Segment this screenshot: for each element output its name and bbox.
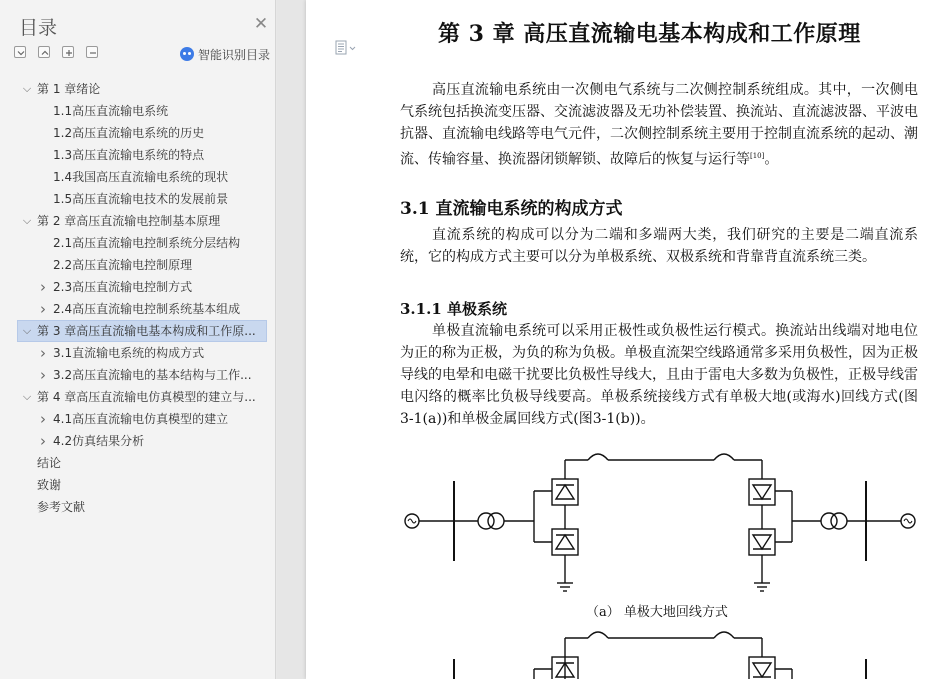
- smart-toc-button[interactable]: [180, 45, 270, 63]
- outline-item[interactable]: [0, 298, 276, 320]
- section-3-1-paragraph: 直流系统的构成可以分为二端和多端两大类，我们研究的主要是二端直流系统，它的构成方式主要可以分为单极系统、双极系统和背靠背直流系统三类。: [400, 227, 918, 265]
- collapse-all-icon[interactable]: [38, 46, 50, 58]
- outline-item[interactable]: [0, 144, 276, 166]
- outline-item[interactable]: [0, 364, 276, 386]
- outline-item-label: 第 1 章绪论: [37, 82, 101, 96]
- outline-item-label: 1.3高压直流输电系统的特点: [53, 148, 205, 162]
- outline-item-label: 3.2高压直流输电的基本结构与工作...: [53, 368, 252, 382]
- outline-tree: [0, 78, 276, 518]
- outline-item[interactable]: [0, 254, 276, 276]
- chevron-down-icon[interactable]: ⌵: [22, 214, 32, 227]
- expand-all-icon[interactable]: [14, 46, 26, 58]
- outline-item-label: 第 3 章高压直流输电基本构成和工作原...: [37, 324, 256, 338]
- outline-item[interactable]: [0, 342, 276, 364]
- outline-item[interactable]: [0, 276, 276, 298]
- outline-item[interactable]: [0, 78, 276, 100]
- intro-paragraph: 高压直流输电系统由一次侧电气系统与二次侧控制系统组成。其中，一次侧电气系统包括换流变压器、交流滤波器及无功补偿装置、换流站、直流滤波器、平波电抗器、直流输电线路等电气元件，二次侧控制系统主要用于控制直流系统的起动、潮流、传输容量、换流器闭锁解锁、故障后的恢复与运行等[10]。: [400, 82, 918, 168]
- outline-item-label: 4.1高压直流输电仿真模型的建立: [53, 412, 229, 426]
- chevron-down-icon[interactable]: ⌵: [22, 82, 32, 95]
- close-icon[interactable]: ✕: [253, 14, 269, 34]
- outline-item-label: 2.3高压直流输电控制方式: [53, 280, 193, 294]
- outline-item-label: 1.5高压直流输电技术的发展前景: [53, 192, 229, 206]
- outline-item-label: 3.1直流输电系统的构成方式: [53, 346, 205, 360]
- outline-item-label: 参考文献: [37, 500, 86, 514]
- chapter-title: 第 3 章 高压直流输电基本构成和工作原理: [438, 21, 861, 47]
- outline-item-label: 第 2 章高压直流输电控制基本原理: [37, 214, 221, 228]
- chevron-right-icon[interactable]: ›: [40, 432, 46, 450]
- outline-item-label: 4.2仿真结果分析: [53, 434, 145, 448]
- figure-3-1-circuit: [396, 448, 926, 679]
- chevron-down-icon[interactable]: ⌵: [22, 390, 32, 403]
- smart-toc-label: 智能识别目录: [198, 47, 271, 62]
- outline-item[interactable]: [0, 122, 276, 144]
- smart-toc-icon: [180, 47, 194, 61]
- outline-item-label: 第 4 章高压直流输电仿真模型的建立与...: [37, 390, 256, 404]
- outline-item[interactable]: [0, 232, 276, 254]
- outline-item-label: 2.2高压直流输电控制原理: [53, 258, 193, 272]
- outline-item[interactable]: [0, 100, 276, 122]
- add-heading-icon[interactable]: [62, 46, 74, 58]
- outline-item-label: 2.1高压直流输电控制系统分层结构: [53, 236, 241, 250]
- chevron-down-icon[interactable]: ⌵: [22, 324, 32, 337]
- outline-item-label: 1.2高压直流输电系统的历史: [53, 126, 205, 140]
- outline-item-label: 致谢: [37, 478, 62, 492]
- outline-item[interactable]: [0, 430, 276, 452]
- document-page: [306, 0, 928, 679]
- outline-item-label: 1.4我国高压直流输电系统的现状: [53, 170, 229, 184]
- outline-item-label: 结论: [37, 456, 62, 470]
- section-3-1-heading: 3.1 直流输电系统的构成方式: [400, 199, 623, 219]
- outline-item[interactable]: [0, 166, 276, 188]
- outline-item[interactable]: [0, 210, 276, 232]
- section-3-1-1-paragraph: 单极直流输电系统可以采用正极性或负极性运行模式。换流站出线端对地电位为正的称为正极，为负的称为负极。单极直流架空线路通常多采用负极性，因为正极导线的电晕和电磁干扰要比负极性导线大，且由于雷电大多数为负极性，正极导线雷电闪络的概率比负极导线要高。单极系统接线方式有单极大地(或海水)回线方式(图3-1(a))和单极金属回线方式(图3-1(b))。: [400, 323, 918, 427]
- outline-item[interactable]: [0, 452, 276, 474]
- figure-caption: （a） 单极大地回线方式: [586, 605, 728, 620]
- page-layout-icon[interactable]: [335, 40, 357, 56]
- section-3-1-1-heading: 3.1.1 单极系统: [400, 300, 507, 318]
- outline-item[interactable]: [0, 408, 276, 430]
- remove-heading-icon[interactable]: [86, 46, 98, 58]
- outline-item[interactable]: [0, 320, 276, 342]
- chevron-right-icon[interactable]: ›: [40, 300, 46, 318]
- outline-item[interactable]: [0, 188, 276, 210]
- outline-item-label: 2.4高压直流输电控制系统基本组成: [53, 302, 241, 316]
- outline-item[interactable]: [0, 496, 276, 518]
- chevron-right-icon[interactable]: ›: [40, 278, 46, 296]
- outline-item[interactable]: [0, 386, 276, 408]
- citation-ref[interactable]: [10]: [750, 152, 765, 160]
- outline-title: 目录: [19, 17, 58, 39]
- chevron-right-icon[interactable]: ›: [40, 366, 46, 384]
- chevron-right-icon[interactable]: ›: [40, 344, 46, 362]
- chevron-right-icon[interactable]: ›: [40, 410, 46, 428]
- outline-pane: [0, 0, 276, 679]
- outline-item-label: 1.1高压直流输电系统: [53, 104, 169, 118]
- outline-item[interactable]: [0, 474, 276, 496]
